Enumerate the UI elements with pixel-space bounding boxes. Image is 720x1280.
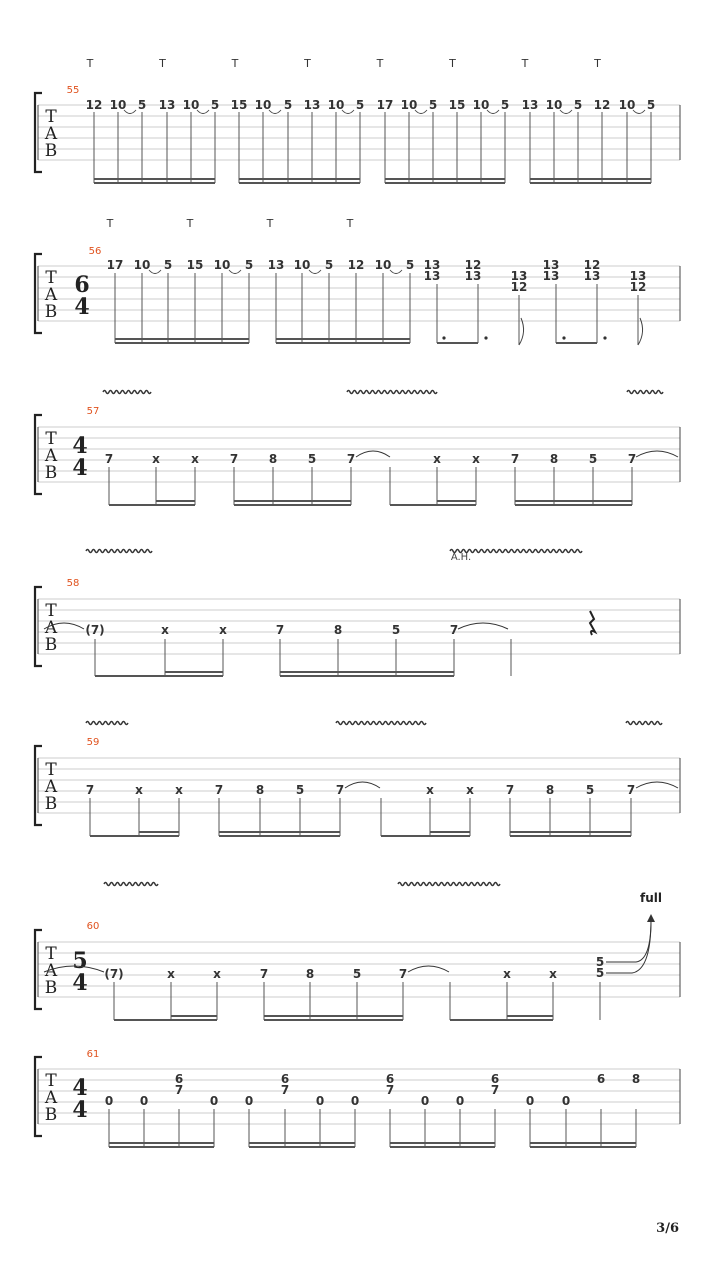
tab-clef-a: A xyxy=(44,777,58,797)
fret-number: 6 xyxy=(596,1072,606,1086)
vibrato-mark xyxy=(626,722,662,725)
fret-number: 8 xyxy=(545,783,555,797)
fret-number: x xyxy=(219,623,227,637)
bend-curve xyxy=(606,920,651,962)
dot xyxy=(484,336,487,339)
measure-number-58: 58 xyxy=(66,578,80,589)
time-sig-bottom: 4 xyxy=(72,970,88,996)
beam xyxy=(385,179,505,183)
tab-clef-b: B xyxy=(44,463,58,483)
chord-fret-top: 12 xyxy=(464,258,482,272)
fret-number: 10 xyxy=(545,98,563,112)
beam xyxy=(510,832,631,836)
dot xyxy=(562,336,565,339)
fret-number: 5 xyxy=(500,98,510,112)
measure-number-60: 60 xyxy=(86,921,100,932)
tie xyxy=(408,966,449,972)
page-number: 3/6 xyxy=(656,1221,679,1236)
chord-fret-top: 13 xyxy=(423,258,441,272)
tap-mark: T xyxy=(159,57,166,70)
fret-number: 12 xyxy=(593,98,611,112)
tab-clef-a: A xyxy=(44,285,58,305)
flag xyxy=(638,318,643,345)
fret-number: 8 xyxy=(631,1072,641,1086)
fret-number: 17 xyxy=(376,98,394,112)
chord-fret-top: 13 xyxy=(542,258,560,272)
tab-clef-t: T xyxy=(45,268,57,288)
fret-number: 8 xyxy=(305,967,315,981)
fret-number: 7 xyxy=(346,452,356,466)
fret-number: x xyxy=(503,967,511,981)
fret-number: 7 xyxy=(505,783,515,797)
tie xyxy=(458,623,508,629)
fret-number: 7 xyxy=(174,1083,184,1097)
fret-number: 6 xyxy=(280,1072,290,1086)
pull-off-arc xyxy=(390,270,402,274)
fret-number: 15 xyxy=(230,98,248,112)
stem-group xyxy=(109,467,632,505)
fret-number: 7 xyxy=(385,1083,395,1097)
pull-off-arc xyxy=(149,270,161,274)
fret-number: 5 xyxy=(391,623,401,637)
bend-curve xyxy=(606,920,651,973)
fret-number: 6 xyxy=(490,1072,500,1086)
vibrato-mark xyxy=(347,391,437,394)
chord-fret-bottom: 13 xyxy=(583,269,601,283)
vibrato-mark xyxy=(86,722,128,725)
fret-number: 10 xyxy=(618,98,636,112)
tab-clef-t: T xyxy=(45,760,57,780)
fret-number: 5 xyxy=(295,783,305,797)
chord-fret-bottom: 12 xyxy=(510,280,528,294)
measure-number-56: 56 xyxy=(88,246,102,257)
fret-number: 5 xyxy=(428,98,438,112)
vibrato-mark xyxy=(104,883,158,886)
fret-number: x xyxy=(152,452,160,466)
time-signature xyxy=(72,433,87,481)
fret-number: x xyxy=(135,783,143,797)
vibrato-mark xyxy=(336,722,426,725)
fret-number: 5 xyxy=(588,452,598,466)
fret-number: x xyxy=(161,623,169,637)
fret-number: x xyxy=(466,783,474,797)
vibrato-mark xyxy=(86,550,152,553)
fret-number: 7 xyxy=(259,967,269,981)
fret-number: 0 xyxy=(244,1094,254,1108)
time-sig-top: 4 xyxy=(72,433,88,459)
beam xyxy=(219,832,340,836)
tap-mark: T xyxy=(304,57,311,70)
bend-arrowhead xyxy=(647,914,655,922)
tab-clef-a: A xyxy=(44,961,58,981)
fret-number: 10 xyxy=(400,98,418,112)
tie xyxy=(345,782,380,788)
fret-number: 10 xyxy=(374,258,392,272)
chord-fret-top: 13 xyxy=(629,269,647,283)
fret-number: 5 xyxy=(307,452,317,466)
beam xyxy=(390,1143,495,1147)
beam xyxy=(249,1143,355,1147)
fret-number: (7) xyxy=(104,967,124,981)
fret-number: 8 xyxy=(268,452,278,466)
tab-clef-t: T xyxy=(45,601,57,621)
tab-clef-a: A xyxy=(44,124,58,144)
fret-number: 8 xyxy=(549,452,559,466)
fret-number: 7 xyxy=(398,967,408,981)
tab-clef-a: A xyxy=(44,618,58,638)
chord-fret-top: 12 xyxy=(583,258,601,272)
fret-number: 12 xyxy=(347,258,365,272)
tap-mark: T xyxy=(594,57,601,70)
tab-clef-b: B xyxy=(44,794,58,814)
rhythm-56 xyxy=(437,284,643,345)
fret-number: x xyxy=(175,783,183,797)
bend-amount-label: full xyxy=(640,891,662,905)
pull-off-arc xyxy=(309,270,321,274)
fret-number: 13 xyxy=(267,258,285,272)
fret-number: 8 xyxy=(255,783,265,797)
fret-number: 0 xyxy=(350,1094,360,1108)
beam xyxy=(109,1143,214,1147)
fret-number: 10 xyxy=(213,258,231,272)
fret-number: 17 xyxy=(106,258,124,272)
fret-number: 7 xyxy=(214,783,224,797)
beam xyxy=(94,179,215,183)
tie xyxy=(636,782,678,788)
fret-number: 7 xyxy=(229,452,239,466)
fret-number: 6 xyxy=(385,1072,395,1086)
beam xyxy=(530,1143,636,1147)
fret-number: 0 xyxy=(315,1094,325,1108)
tab-clef-b: B xyxy=(44,1105,58,1125)
tab-clef-b: B xyxy=(44,302,58,322)
artificial-harmonic-label: A.H. xyxy=(450,552,472,563)
stem-group xyxy=(114,982,553,1020)
time-sig-bottom: 4 xyxy=(74,294,90,320)
fret-number: 13 xyxy=(303,98,321,112)
tab-clef-t: T xyxy=(45,944,57,964)
fret-number: x xyxy=(191,452,199,466)
tab-clef-a: A xyxy=(44,446,58,466)
vibrato-mark xyxy=(103,391,151,394)
tab-clef-t: T xyxy=(45,429,57,449)
fret-number: x xyxy=(167,967,175,981)
beam xyxy=(280,672,454,676)
fret-number: 5 xyxy=(210,98,220,112)
fret-number: 7 xyxy=(280,1083,290,1097)
fret-number: 10 xyxy=(254,98,272,112)
fret-number: 5 xyxy=(355,98,365,112)
beam xyxy=(115,339,249,343)
fret-number: 7 xyxy=(510,452,520,466)
fret-number: 0 xyxy=(139,1094,149,1108)
fret-number: 7 xyxy=(449,623,459,637)
fret-number: 5 xyxy=(573,98,583,112)
fret-number: 7 xyxy=(626,783,636,797)
fret-number: 10 xyxy=(327,98,345,112)
fret-number: 5 xyxy=(244,258,254,272)
fret-number: 7 xyxy=(275,623,285,637)
tap-mark: T xyxy=(376,57,384,70)
fret-number: 7 xyxy=(490,1083,500,1097)
time-sig-bottom: 4 xyxy=(72,455,88,481)
time-signature-6-4 xyxy=(74,272,89,320)
measure-number-57: 57 xyxy=(86,406,100,417)
measure-number-61: 61 xyxy=(86,1049,100,1060)
beam xyxy=(530,179,651,183)
stem-group xyxy=(109,1109,636,1147)
fret-number: 10 xyxy=(109,98,127,112)
fret-number: x xyxy=(433,452,441,466)
stem-group xyxy=(94,112,651,183)
fret-number: 6 xyxy=(174,1072,184,1086)
chord-fret-bottom: 13 xyxy=(423,269,441,283)
fret-number: 10 xyxy=(472,98,490,112)
fret-number: 5 xyxy=(405,258,415,272)
fret-number: 12 xyxy=(85,98,103,112)
tap-mark: T xyxy=(186,217,194,230)
measure-number-59: 59 xyxy=(86,737,100,748)
beam xyxy=(276,339,410,343)
tie xyxy=(356,451,390,457)
measure-number-55: 55 xyxy=(66,85,80,96)
quarter-rest xyxy=(590,611,595,635)
fret-number: 0 xyxy=(455,1094,465,1108)
tab-clef-b: B xyxy=(44,978,58,998)
fret-number: 7 xyxy=(627,452,637,466)
fret-number: 13 xyxy=(521,98,539,112)
tap-mark: T xyxy=(106,217,114,230)
fret-number: 0 xyxy=(561,1094,571,1108)
tap-mark: T xyxy=(86,57,94,70)
fret-number: x xyxy=(549,967,557,981)
fret-number: 10 xyxy=(182,98,200,112)
tap-mark: T xyxy=(266,217,274,230)
fret-number: x xyxy=(426,783,434,797)
tab-clef-b: B xyxy=(44,141,58,161)
time-sig-top: 5 xyxy=(72,948,88,974)
chord-fret-bottom: 13 xyxy=(542,269,560,283)
vibrato-mark xyxy=(627,391,663,394)
tab-clef-t: T xyxy=(45,107,57,127)
fret-number: 5 xyxy=(646,98,656,112)
fret-number: 0 xyxy=(420,1094,430,1108)
time-sig-top: 4 xyxy=(72,1075,88,1101)
system-57 xyxy=(35,415,680,494)
chord-fret-bottom: 12 xyxy=(629,280,647,294)
dot xyxy=(442,336,445,339)
fret-number: 7 xyxy=(104,452,114,466)
stem-group xyxy=(115,273,410,343)
fret-number: 0 xyxy=(209,1094,219,1108)
pull-off-arc xyxy=(229,270,241,274)
dot xyxy=(603,336,606,339)
fret-number: 7 xyxy=(85,783,95,797)
chord-fret-top: 13 xyxy=(510,269,528,283)
fret-number: 8 xyxy=(333,623,343,637)
system-58 xyxy=(35,587,680,666)
beam xyxy=(234,501,351,505)
tap-mark: T xyxy=(449,57,456,70)
fret-number: 5 xyxy=(324,258,334,272)
flag xyxy=(519,318,524,345)
tab-clef-t: T xyxy=(45,1071,57,1091)
fret-number: 13 xyxy=(158,98,176,112)
fret-number: (7) xyxy=(85,623,105,637)
fret-number: 5 xyxy=(137,98,147,112)
time-sig-bottom: 4 xyxy=(72,1097,88,1123)
tab-clef-a: A xyxy=(44,1088,58,1108)
chord-fret-bottom: 13 xyxy=(464,269,482,283)
fret-number: x xyxy=(213,967,221,981)
time-signature-5-4 xyxy=(72,948,87,996)
fret-number: x xyxy=(472,452,480,466)
beam xyxy=(515,501,632,505)
stem-group xyxy=(90,798,631,836)
fret-number: 0 xyxy=(525,1094,535,1108)
bend-fret-top: 5 xyxy=(595,955,605,969)
fret-number: 10 xyxy=(133,258,151,272)
beam xyxy=(239,179,360,183)
fret-number: 0 xyxy=(104,1094,114,1108)
tie xyxy=(636,451,678,457)
bend-fret-bottom: 5 xyxy=(595,966,605,980)
vibrato-mark xyxy=(398,883,500,886)
time-sig-top: 6 xyxy=(74,272,90,298)
fret-number: 5 xyxy=(585,783,595,797)
fret-number: 7 xyxy=(335,783,345,797)
fret-number: 5 xyxy=(163,258,173,272)
fret-number: 10 xyxy=(293,258,311,272)
fret-number: 5 xyxy=(352,967,362,981)
tab-clef-b: B xyxy=(44,635,58,655)
stem-group xyxy=(95,639,454,676)
fret-number: 5 xyxy=(283,98,293,112)
beam xyxy=(264,1016,403,1020)
fret-number: 15 xyxy=(448,98,466,112)
time-signature-4-4 xyxy=(72,1075,87,1123)
tap-mark: T xyxy=(231,57,239,70)
fret-number: 15 xyxy=(186,258,204,272)
tap-mark: T xyxy=(521,57,529,70)
tap-mark: T xyxy=(346,217,354,230)
system-59 xyxy=(35,746,680,825)
